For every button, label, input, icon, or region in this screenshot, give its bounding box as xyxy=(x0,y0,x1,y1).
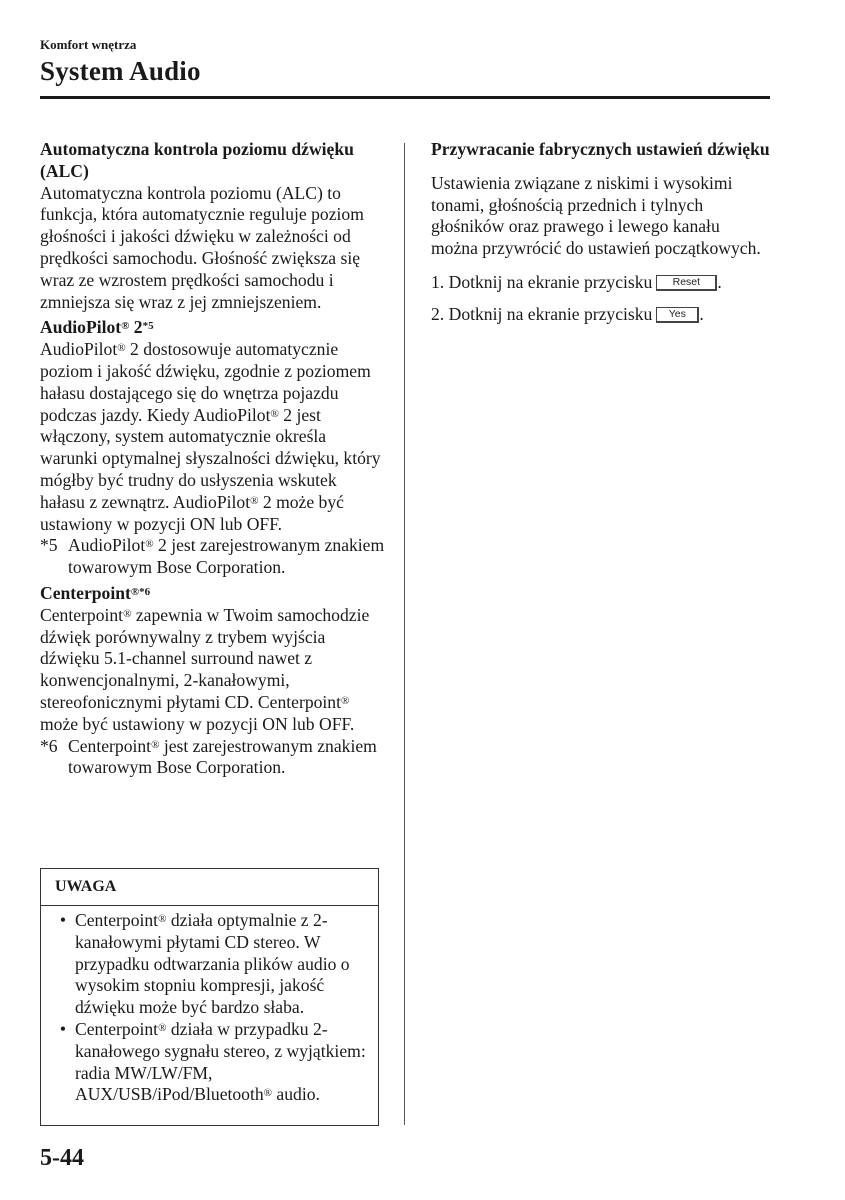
bullet-icon: • xyxy=(59,910,67,930)
right-column xyxy=(431,139,771,326)
centerpoint-body: Centerpoint® zapewnia w Twoim samochodzie dźwięk porównywalny z trybem wyjścia dźwięku 5.1-channel surround nawet z konwencjonalnymi, 2-kanałowymi, stereofonicznymi płytami CD. Centerpoint® może być ustawiony w pozycji ON lub OFF. xyxy=(40,604,370,734)
title-rule xyxy=(40,96,770,99)
note-title: UWAGA xyxy=(41,869,378,906)
step-1: 1. Dotknij na ekranie przycisku Reset . xyxy=(431,271,722,292)
bullet-icon: • xyxy=(59,1018,67,1039)
reset-button[interactable]: Reset xyxy=(656,275,717,291)
section-label: Komfort wnętrza xyxy=(40,37,137,52)
page-number: 5-44 xyxy=(40,1145,84,1171)
reset-body: Ustawienia związane z niskimi i wysokimi tonami, głośnością przednich i tylnych głośników oraz prawego i lewego kanału można przywrócić do ustawień początkowych. xyxy=(431,172,761,259)
yes-button[interactable]: Yes xyxy=(656,307,699,323)
note-box xyxy=(40,868,379,1126)
note-item: • Centerpoint® działa w przypadku 2-kanałowego sygnału stereo, z wyjątkiem: radia MW/LW/FM, AUX/USB/iPod/Bluetooth® audio. xyxy=(51,1019,378,1106)
alc-body: Automatyczna kontrola poziomu (ALC) to funkcja, która automatycznie reguluje poziom głośności i jakości dźwięku w zależności od prędkości samochodu. Głośność zwiększa się wraz ze wzrostem prędkości samochodu i zmniejsza się wraz z jej zmniejszeniem. xyxy=(40,182,364,312)
audiopilot-body: AudioPilot® 2 dostosowuje automatycznie poziom i jakość dźwięku, zgodnie z poziomem hałasu dostającego się do wnętrza pojazdu podczas jazdy. Kiedy AudioPilot® 2 jest włączony, system automatycznie określa warunki optymalnej słyszalności dźwięku, który mógłby być trudny do usłyszenia wskutek hałasu z zewnątrz. AudioPilot® 2 może być ustawiony w pozycji ON lub OFF. xyxy=(40,339,381,534)
reset-heading: Przywracanie fabrycznych ustawień dźwięku xyxy=(431,139,770,159)
alc-heading: Automatyczna kontrola poziomu dźwięku (ALC) xyxy=(40,139,354,181)
left-column xyxy=(40,139,385,779)
footnote-6: *6 Centerpoint® jest zarejestrowanym znakiem towarowym Bose Corporation. xyxy=(40,735,377,778)
note-item: • Centerpoint® działa optymalnie z 2-kanałowymi płytami CD stereo. W przypadku odtwarzania plików audio o wysokim stopniu kompresji, jakość dźwięku może być bardzo słaba. xyxy=(51,910,378,1019)
column-divider xyxy=(404,143,405,1125)
note-list xyxy=(41,906,378,1106)
footnote-5: *5 AudioPilot® 2 jest zarejestrowanym znakiem towarowym Bose Corporation. xyxy=(40,535,385,578)
audiopilot-heading: AudioPilot® 2$^{*5}$ xyxy=(40,317,154,338)
step-2: 2. Dotknij na ekranie przycisku Yes . xyxy=(431,303,704,324)
centerpoint-heading: Centerpoint$^{®*6}$ xyxy=(40,582,151,603)
page-title: System Audio xyxy=(40,56,201,86)
